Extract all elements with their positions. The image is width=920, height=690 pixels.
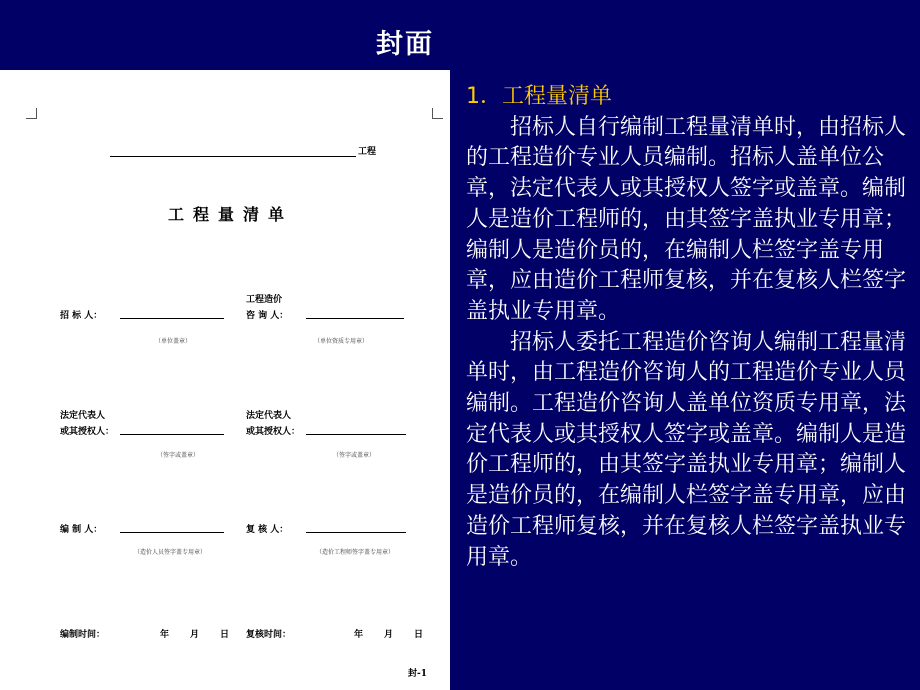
legal-rep-left-line xyxy=(120,434,224,435)
compile-month: 月 xyxy=(190,630,200,640)
tenderer-note: （单位盖章） xyxy=(155,338,192,345)
reviewer-line xyxy=(306,532,406,533)
reviewer-label: 复 核 人： xyxy=(246,525,289,535)
tenderer-label: 招 标 人： xyxy=(60,311,103,321)
section-heading: 1．工程量清单 xyxy=(466,84,612,109)
compiler-line xyxy=(120,532,224,533)
tenderer-line xyxy=(120,318,224,319)
legal-rep-left-label-top: 法定代表人 xyxy=(60,411,106,421)
document-title: 工程量清单 xyxy=(168,205,294,224)
consultant-note: （单位资质专用章） xyxy=(314,338,369,345)
legal-rep-left-note: （签字或盖章） xyxy=(157,452,200,459)
crop-mark-top-left xyxy=(26,108,37,119)
project-suffix: 工程 xyxy=(358,147,377,157)
reviewer-note: （造价工程师签字盖专用章） xyxy=(316,549,395,556)
legal-rep-left-label: 或其授权人： xyxy=(60,427,115,437)
project-name-line xyxy=(110,156,356,157)
paragraph-self-compiled: 招标人自行编制工程量清单时，由招标人的工程造价专业人员编制。招标人盖单位公章，法定代表人或其授权人签字或盖章。编制人是造价工程师的，由其签字盖执业专用章；编制人是造价员的，在编制人栏签字盖专用章，应由造价工程师复核，并在复核人栏签字盖执业专用章。 xyxy=(466,114,907,324)
consultant-label: 咨 询 人： xyxy=(246,311,289,321)
review-day: 日 xyxy=(414,630,424,640)
compile-date-label: 编制时间： xyxy=(60,630,106,640)
legal-rep-right-label: 或其授权人： xyxy=(246,427,301,437)
compile-year: 年 xyxy=(160,630,170,640)
compiler-note: （造价人员签字盖专用章） xyxy=(134,549,207,556)
legal-rep-right-line xyxy=(306,434,406,435)
review-year: 年 xyxy=(354,630,364,640)
paragraph-consultant-compiled: 招标人委托工程造价咨询人编制工程量清单时，由工程造价咨询人的工程造价专业人员编制。工程造价咨询人盖单位资质专用章，法定代表人或其授权人签字或盖章。编制人是造价工程师的，由其签字盖执业专用章；编制人是造价员的，在编制人栏签字盖专用章，应由造价工程师复核，并在复核人栏签字盖执业专用章。 xyxy=(466,329,907,570)
review-date-label: 复核时间： xyxy=(246,630,292,640)
consultant-label-top: 工程造价 xyxy=(246,295,283,305)
compiler-label: 编 制 人： xyxy=(60,525,103,535)
crop-mark-top-right xyxy=(432,108,443,119)
compile-day: 日 xyxy=(220,630,230,640)
consultant-line xyxy=(306,318,404,319)
review-month: 月 xyxy=(384,630,394,640)
page-code: 封-1 xyxy=(408,669,427,679)
cover-page-document xyxy=(0,70,450,690)
slide-title: 封面 xyxy=(376,29,434,60)
legal-rep-right-note: （签字或盖章） xyxy=(333,452,376,459)
legal-rep-right-label-top: 法定代表人 xyxy=(246,411,292,421)
explanation-text xyxy=(466,82,914,573)
